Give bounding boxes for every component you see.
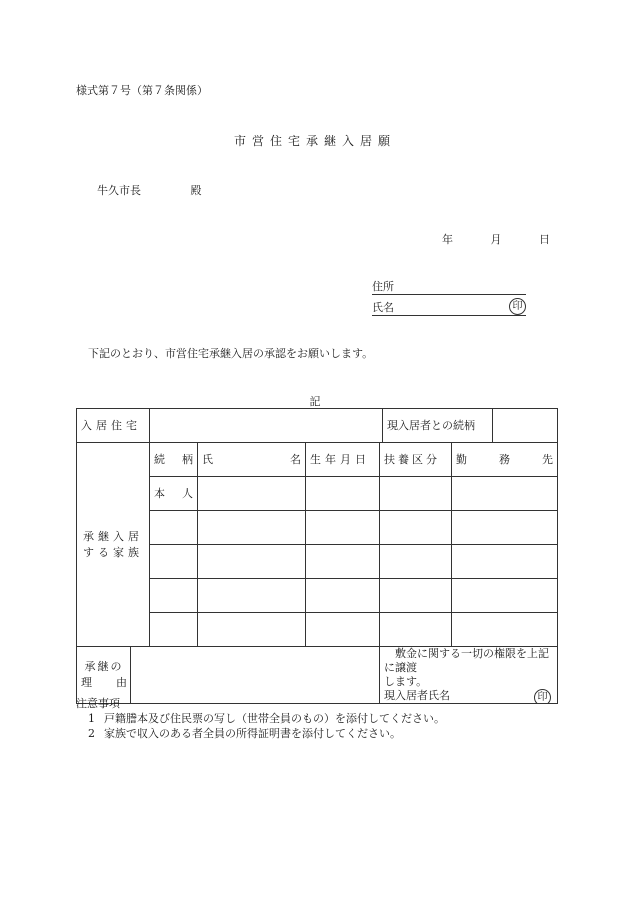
family-dependent-cell[interactable] [380, 613, 452, 647]
col-dependent-header [380, 443, 452, 477]
form-number: 様式第７号（第７条関係） [76, 84, 208, 97]
family-dependent-cell[interactable] [380, 511, 452, 545]
residence-value-cell[interactable] [150, 409, 383, 443]
col-birth-label: 生年月日 [310, 453, 370, 466]
reason-label-line1: 承継の [84, 660, 124, 673]
family-header-row [77, 443, 558, 477]
family-name-cell[interactable] [198, 579, 306, 613]
family-dependent-cell[interactable] [380, 579, 452, 613]
day-label: 日 [539, 233, 550, 246]
family-row [77, 579, 558, 613]
application-table [76, 408, 558, 704]
col-work-header [452, 443, 558, 477]
residence-label-cell [77, 409, 150, 443]
col-relation-left: 続 [154, 453, 165, 466]
notes-heading: 注意事項 [76, 697, 120, 710]
relation-value-cell[interactable] [493, 409, 558, 443]
family-row [77, 613, 558, 647]
family-work-cell[interactable] [452, 613, 558, 647]
relation-label: 現入居者との続柄 [387, 419, 475, 432]
note-number: 1 [88, 712, 95, 725]
transfer-text-line2: します。 [384, 675, 428, 688]
note-item [76, 726, 445, 741]
col-relation-header [150, 443, 198, 477]
reason-row [77, 647, 558, 704]
applicant-name-label: 氏名 [372, 301, 394, 314]
family-row [77, 545, 558, 579]
ki-label: 記 [309, 395, 321, 408]
applicant-name-field[interactable] [372, 301, 526, 316]
family-work-cell[interactable] [452, 511, 558, 545]
seal-mark-icon: 印 [534, 689, 551, 704]
addressee [97, 182, 202, 198]
self-label-right: 人 [182, 487, 193, 500]
residence-label: 入居住宅 [81, 419, 141, 432]
family-birth-cell[interactable] [306, 579, 380, 613]
family-birth-cell[interactable] [306, 477, 380, 511]
col-birth-header [306, 443, 380, 477]
family-relation-cell[interactable] [150, 579, 198, 613]
family-name-cell[interactable] [198, 545, 306, 579]
col-relation-right: 柄 [182, 453, 193, 466]
family-name-cell[interactable] [198, 477, 306, 511]
family-label [81, 529, 145, 561]
col-work-3: 先 [542, 453, 553, 466]
family-work-cell[interactable] [452, 477, 558, 511]
note-number: 2 [88, 727, 95, 740]
family-birth-cell[interactable] [306, 511, 380, 545]
col-name-left: 氏 [202, 453, 213, 466]
family-relation-cell[interactable] [150, 511, 198, 545]
reason-label-left: 理 [81, 676, 92, 689]
family-work-cell[interactable] [452, 545, 558, 579]
document-title: 市営住宅承継入居願 [233, 134, 396, 148]
col-name-header [198, 443, 306, 477]
applicant-block [372, 280, 526, 316]
note-item [76, 711, 445, 726]
family-dependent-cell[interactable] [380, 477, 452, 511]
family-label-line2: する家族 [83, 545, 143, 559]
current-resident-label: 現入居者氏名 [384, 689, 450, 702]
addressee-name: 牛久市長 [97, 184, 141, 197]
year-label: 年 [442, 233, 453, 246]
applicant-address-field[interactable] [372, 280, 526, 295]
applicant-address-label: 住所 [372, 280, 394, 293]
intro-text: 下記のとおり、市営住宅承継入居の承認をお願いします。 [88, 347, 374, 360]
transfer-text-line1: 敷金に関する一切の権限を上記に譲渡 [384, 647, 549, 674]
family-name-cell[interactable] [198, 511, 306, 545]
family-relation-cell[interactable] [150, 545, 198, 579]
transfer-cell [380, 647, 558, 704]
residence-row [77, 409, 558, 443]
note-text: 家族で収入のある者全員の所得証明書を添付してください。 [104, 727, 401, 740]
self-label-left: 本 [154, 487, 165, 500]
reason-label [81, 659, 127, 691]
family-name-cell[interactable] [198, 613, 306, 647]
notes-section [76, 696, 445, 741]
family-dependent-cell[interactable] [380, 545, 452, 579]
family-birth-cell[interactable] [306, 613, 380, 647]
col-work-2: 務 [499, 453, 510, 466]
date-line [442, 231, 550, 247]
month-label: 月 [490, 233, 502, 246]
reason-label-right: 由 [116, 676, 127, 689]
family-row [77, 477, 558, 511]
col-dependent-label: 扶養区分 [384, 453, 440, 466]
family-work-cell[interactable] [452, 579, 558, 613]
addressee-honorific: 殿 [190, 184, 202, 197]
family-row [77, 511, 558, 545]
reason-label-cell [77, 647, 131, 704]
col-work-1: 勤 [456, 453, 467, 466]
family-label-line1: 承継入居 [83, 529, 143, 543]
family-relation-cell[interactable] [150, 477, 198, 511]
note-text: 戸籍謄本及び住民票の写し（世帯全員のもの）を添付してください。 [104, 712, 445, 725]
reason-value-cell[interactable] [131, 647, 380, 704]
relation-label-cell [383, 409, 493, 443]
family-label-cell [77, 443, 150, 647]
col-name-right: 名 [290, 453, 301, 466]
seal-mark-icon: 印 [509, 298, 526, 315]
family-relation-cell[interactable] [150, 613, 198, 647]
family-birth-cell[interactable] [306, 545, 380, 579]
